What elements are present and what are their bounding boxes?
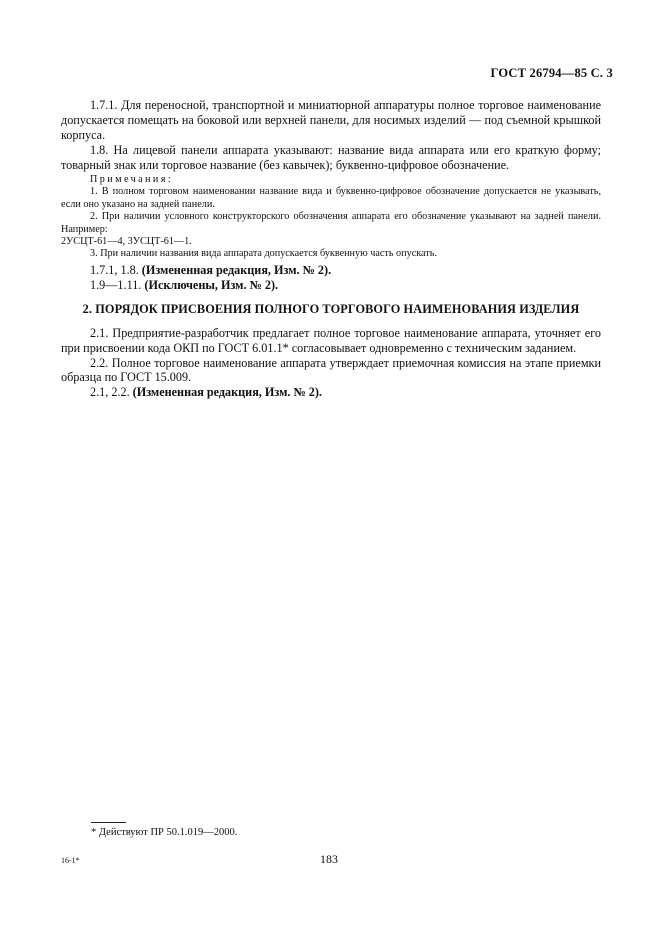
- note-2: 2. При наличии условного конструкторского обозначения аппарата его обозначение указывают на задней панели. Например:: [61, 211, 601, 235]
- edit-line-2-bold: (Исключены, Изм. № 2).: [144, 277, 279, 292]
- edits-block: [61, 263, 601, 293]
- section-2-body: [61, 326, 601, 400]
- edit-line-1-bold: (Измененная редакция, Изм. № 2).: [141, 263, 332, 277]
- paragraph-2-2: 2.2. Полное торговое наименование аппарата утверждает приемочная комиссия на этапе приемки образца по ГОСТ 15.009.: [61, 355, 601, 385]
- document-header: ГОСТ 26794—85 С. 3: [490, 66, 613, 80]
- notes-block: [61, 174, 601, 261]
- edit-line-3-bold: (Измененная редакция, Изм. № 2).: [132, 385, 322, 400]
- notes-heading: Примечания:: [90, 174, 174, 185]
- edit-line-2: 1.9—1.11. (Исключены, Изм. № 2).: [90, 277, 279, 292]
- note-3: 3. При наличии названия вида аппарата допускается буквенную часть опускать.: [90, 248, 437, 260]
- note-1: 1. В полном торговом наименовании название вида и буквенно-цифровое обозначение допускается не указывать, если оно указано на задней панели.: [61, 186, 601, 210]
- note-example: 2УСЦТ-61—4, 3УСЦТ-61—1.: [61, 236, 192, 248]
- sheet-mark: 16-1*: [61, 856, 80, 865]
- footnote-divider: [91, 822, 126, 823]
- section-2-title: 2. ПОРЯДОК ПРИСВОЕНИЯ ПОЛНОГО ТОРГОВОГО НАИМЕНОВАНИЯ ИЗДЕЛИЯ: [82, 302, 580, 316]
- paragraph-1-8: 1.8. На лицевой панели аппарата указывают: название вида аппарата или его краткую форму; товарный знак или торговое название (без кавычек); буквенно-цифровое обозначение.: [61, 143, 601, 172]
- edit-line-3: 2.1, 2.2. (Измененная редакция, Изм. № 2).: [90, 385, 322, 400]
- paragraph-2-1: 2.1. Предприятие-разработчик предлагает полное торговое наименование аппарата, уточняет его при присвоении кода ОКП по ГОСТ 6.01.1* согласовывает одновременно с техническим заданием.: [61, 326, 601, 355]
- paragraph-1-7-1: 1.7.1. Для переносной, транспортной и миниатюрной аппаратуры полное торговое наименование допускается помещать на боковой или верхней панели, для носимых изделий — под съемной крышкой корпуса.: [61, 98, 601, 142]
- footnote: * Действуют ПР 50.1.019—2000.: [91, 827, 238, 838]
- edit-line-1: 1.7.1, 1.8. (Измененная редакция, Изм. № 2).: [90, 263, 332, 277]
- page-number: 183: [320, 852, 338, 866]
